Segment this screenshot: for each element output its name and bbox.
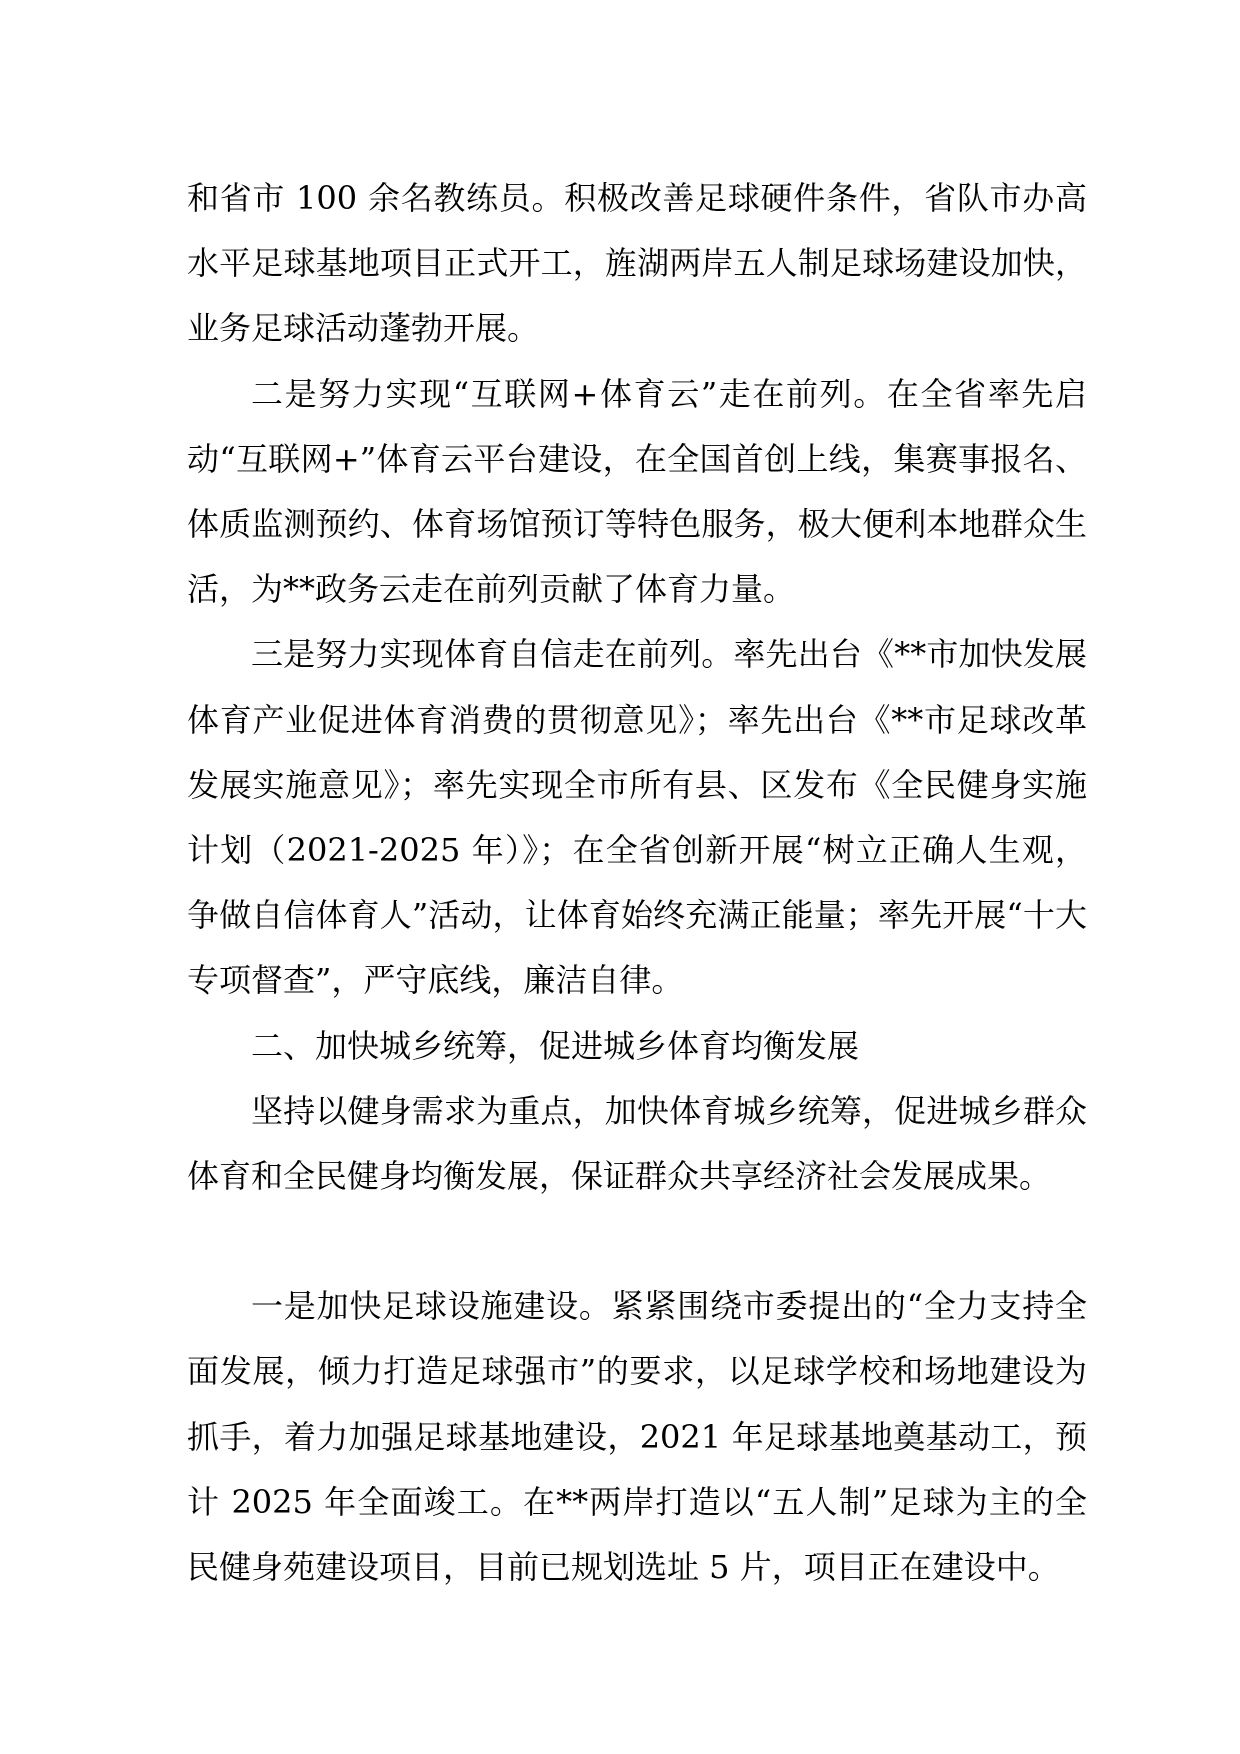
paragraph-internet-sports-cloud: 二是努力实现“互联网+体育云”走在前列。在全省率先启动“互联网+”体育云平台建设，在全国首创上线，集赛事报名、体质监测预约、体育场馆预订等特色服务，极大便利本地群众生活，为**政务云走在前列贡献了体育力量。 [187, 374, 1087, 609]
paragraph-fitness-demand: 坚持以健身需求为重点，加快体育城乡统筹，促进城乡群众体育和全民健身均衡发展，保证群众共享经济社会发展成果。 [187, 1091, 1087, 1196]
section-heading-urban-rural: 二、加快城乡统筹，促进城乡体育均衡发展 [251, 1026, 860, 1065]
document-body [187, 166, 1087, 1600]
paragraph-continued-coaches: 和省市 100 余名教练员。积极改善足球硬件条件，省队市办高水平足球基地项目正式开工，旌湖两岸五人制足球场建设加快，业务足球活动蓬勃开展。 [187, 179, 1087, 348]
paragraph-sports-confidence: 三是努力实现体育自信走在前列。率先出台《**市加快发展体育产业促进体育消费的贯彻意见》；率先出台《**市足球改革发展实施意见》；率先实现全市所有县、区发布《全民健身实施计划（2021-2025 年）》；在全省创新开展“树立正确人生观，争做自信体育人”活动，让体育始终充满正能量；率先开展“十大专项督查”，严守底线，廉洁自律。 [187, 635, 1087, 1000]
paragraph-football-facilities: 一是加快足球设施建设。紧紧围绕市委提出的“全力支持全面发展，倾力打造足球强市”的要求，以足球学校和场地建设为抓手，着力加强足球基地建设，2021 年足球基地奠基动工，预计 2025 年全面竣工。在**两岸打造以“五人制”足球为主的全民健身苑建设项目，目前已规划选址 5 片，项目正在建设中。 [187, 1287, 1087, 1587]
